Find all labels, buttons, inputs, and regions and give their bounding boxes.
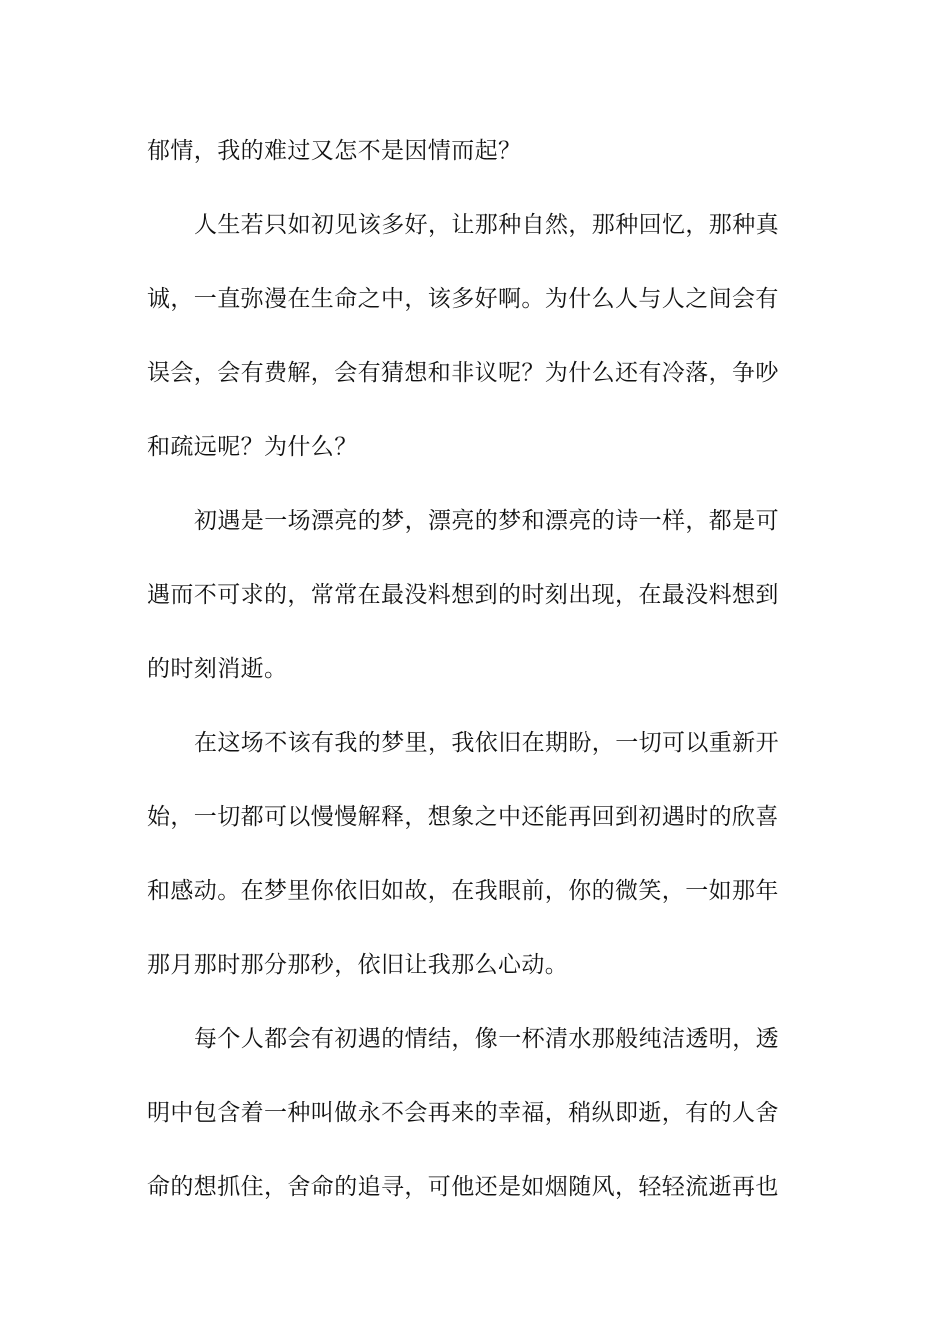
- text-line: 命的想抓住，舍命的追寻，可他还是如烟随风，轻轻流逝再也: [147, 1174, 779, 1200]
- text-line: 郁情，我的难过又怎不是因情而起？: [147, 138, 522, 164]
- paragraph-first-line: 初遇是一场漂亮的梦，漂亮的梦和漂亮的诗一样，都是可: [194, 508, 779, 534]
- paragraph-first-line: 在这场不该有我的梦里，我依旧在期盼，一切可以重新开: [194, 730, 779, 756]
- text-line: 诚，一直弥漫在生命之中，该多好啊。为什么人与人之间会有: [147, 286, 779, 312]
- text-line: 那月那时那分那秒，依旧让我那么心动。: [147, 952, 569, 978]
- text-line: 始，一切都可以慢慢解释，想象之中还能再回到初遇时的欣喜: [147, 804, 779, 830]
- paragraph-first-line: 人生若只如初见该多好，让那种自然，那种回忆，那种真: [194, 212, 779, 238]
- text-line: 和疏远呢？为什么？: [147, 434, 358, 460]
- text-line: 的时刻消逝。: [147, 656, 288, 682]
- text-line: 遇而不可求的，常常在最没料想到的时刻出现，在最没料想到: [147, 582, 779, 608]
- text-line: 明中包含着一种叫做永不会再来的幸福，稍纵即逝，有的人舍: [147, 1100, 779, 1126]
- text-line: 和感动。在梦里你依旧如故，在我眼前，你的微笑，一如那年: [147, 878, 779, 904]
- paragraph-first-line: 每个人都会有初遇的情结，像一杯清水那般纯洁透明，透: [194, 1026, 779, 1052]
- text-line: 误会，会有费解，会有猜想和非议呢？为什么还有冷落，争吵: [147, 360, 779, 386]
